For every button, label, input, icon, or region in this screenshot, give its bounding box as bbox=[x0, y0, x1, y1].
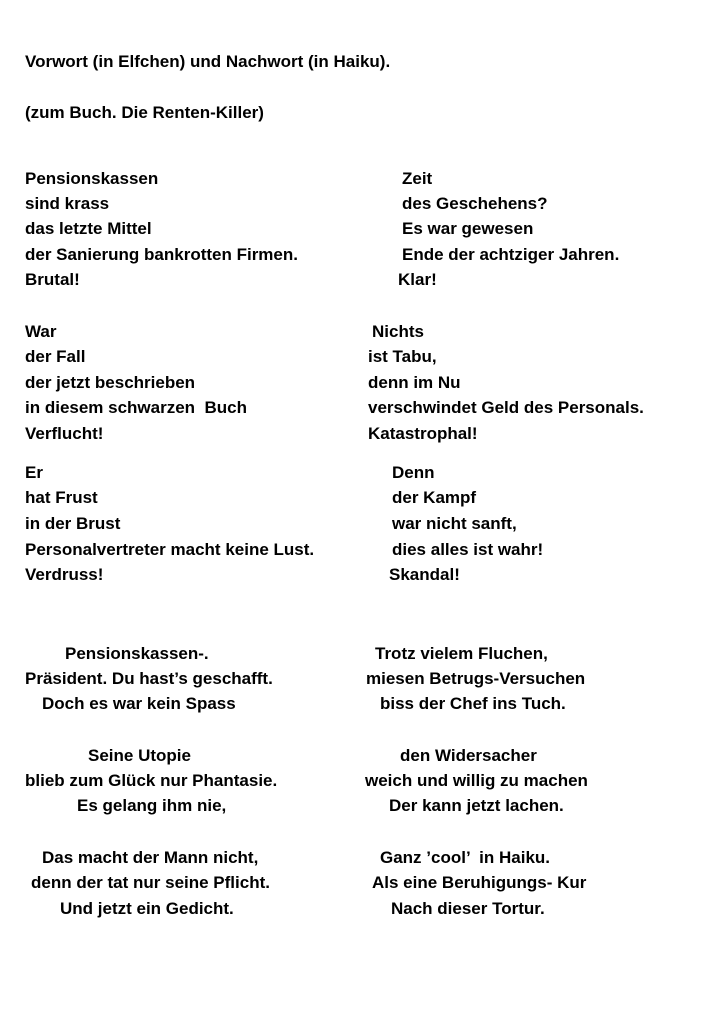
haiku-2-right-line-2: weich und willig zu machen bbox=[365, 771, 588, 790]
elfchen-3-right-line-3: war nicht sanft, bbox=[392, 514, 517, 533]
elfchen-3-left-line-3: in der Brust bbox=[25, 514, 121, 533]
elfchen-1-left-line-3: das letzte Mittel bbox=[25, 219, 152, 238]
elfchen-2-left-line-4: in diesem schwarzen Buch bbox=[25, 398, 248, 417]
elfchen-1-left-line-2: sind krass bbox=[25, 194, 110, 213]
haiku-2-left-line-3: Es gelang ihm nie, bbox=[77, 796, 227, 815]
elfchen-3-left-line-2: hat Frust bbox=[25, 488, 98, 507]
elfchen-3-right-line-5: Skandal! bbox=[389, 565, 460, 584]
elfchen-1-right-line-3: Es war gewesen bbox=[402, 219, 534, 238]
elfchen-2-left-line-5: Verflucht! bbox=[25, 424, 104, 443]
elfchen-2-left-line-1: War bbox=[25, 322, 57, 341]
elfchen-1-right-line-2: des Geschehens? bbox=[402, 194, 548, 213]
haiku-3-left-line-1: Das macht der Mann nicht, bbox=[42, 848, 259, 867]
haiku-3-right-line-1: Ganz ’cool’ in Haiku. bbox=[380, 848, 551, 867]
haiku-1-right-line-1: Trotz vielem Fluchen, bbox=[375, 644, 548, 663]
haiku-2-right-line-3: Der kann jetzt lachen. bbox=[389, 796, 564, 815]
elfchen-3-left-line-5: Verdruss! bbox=[25, 565, 104, 584]
elfchen-2-right-line-3: denn im Nu bbox=[368, 373, 461, 392]
haiku-1-left-line-2: Präsident. Du hast’s geschafft. bbox=[25, 669, 273, 688]
haiku-3-left-line-3: Und jetzt ein Gedicht. bbox=[60, 899, 234, 918]
elfchen-3-right-line-4: dies alles ist wahr! bbox=[392, 540, 544, 559]
haiku-3-left-line-2: denn der tat nur seine Pflicht. bbox=[31, 873, 270, 892]
elfchen-2-right-line-1: Nichts bbox=[372, 322, 424, 341]
elfchen-2-left-line-2: der Fall bbox=[25, 347, 86, 366]
elfchen-3-left-line-1: Er bbox=[25, 463, 43, 482]
elfchen-1-right-line-5: Klar! bbox=[398, 270, 437, 289]
elfchen-2-right-line-2: ist Tabu, bbox=[368, 347, 437, 366]
elfchen-1-left-line-1: Pensionskassen bbox=[25, 169, 159, 188]
haiku-3-right-line-3: Nach dieser Tortur. bbox=[391, 899, 545, 918]
elfchen-3-right-line-1: Denn bbox=[392, 463, 435, 482]
elfchen-2-left-line-3: der jetzt beschrieben bbox=[25, 373, 196, 392]
elfchen-2-right-line-4: verschwindet Geld des Personals. bbox=[368, 398, 644, 417]
elfchen-1-left-line-4: der Sanierung bankrotten Firmen. bbox=[25, 245, 298, 264]
haiku-2-right-line-1: den Widersacher bbox=[400, 746, 537, 765]
haiku-1-right-line-3: biss der Chef ins Tuch. bbox=[380, 694, 566, 713]
document-subtitle: (zum Buch. Die Renten-Killer) bbox=[25, 103, 264, 122]
elfchen-1-left-line-5: Brutal! bbox=[25, 270, 80, 289]
elfchen-2-right-line-5: Katastrophal! bbox=[368, 424, 478, 443]
elfchen-1-right-line-1: Zeit bbox=[402, 169, 433, 188]
elfchen-3-right-line-2: der Kampf bbox=[392, 488, 477, 507]
haiku-2-left-line-2: blieb zum Glück nur Phantasie. bbox=[25, 771, 278, 790]
document-title: Vorwort (in Elfchen) und Nachwort (in Haiku). bbox=[25, 52, 391, 71]
haiku-1-left-line-3: Doch es war kein Spass bbox=[42, 694, 236, 713]
haiku-3-right-line-2: Als eine Beruhigungs- Kur bbox=[372, 873, 587, 892]
elfchen-3-left-line-4: Personalvertreter macht keine Lust. bbox=[25, 540, 315, 559]
haiku-2-left-line-1: Seine Utopie bbox=[88, 746, 191, 765]
haiku-1-right-line-2: miesen Betrugs-Versuchen bbox=[366, 669, 586, 688]
elfchen-1-right-line-4: Ende der achtziger Jahren. bbox=[402, 245, 620, 264]
haiku-1-left-line-1: Pensionskassen-. bbox=[65, 644, 209, 663]
